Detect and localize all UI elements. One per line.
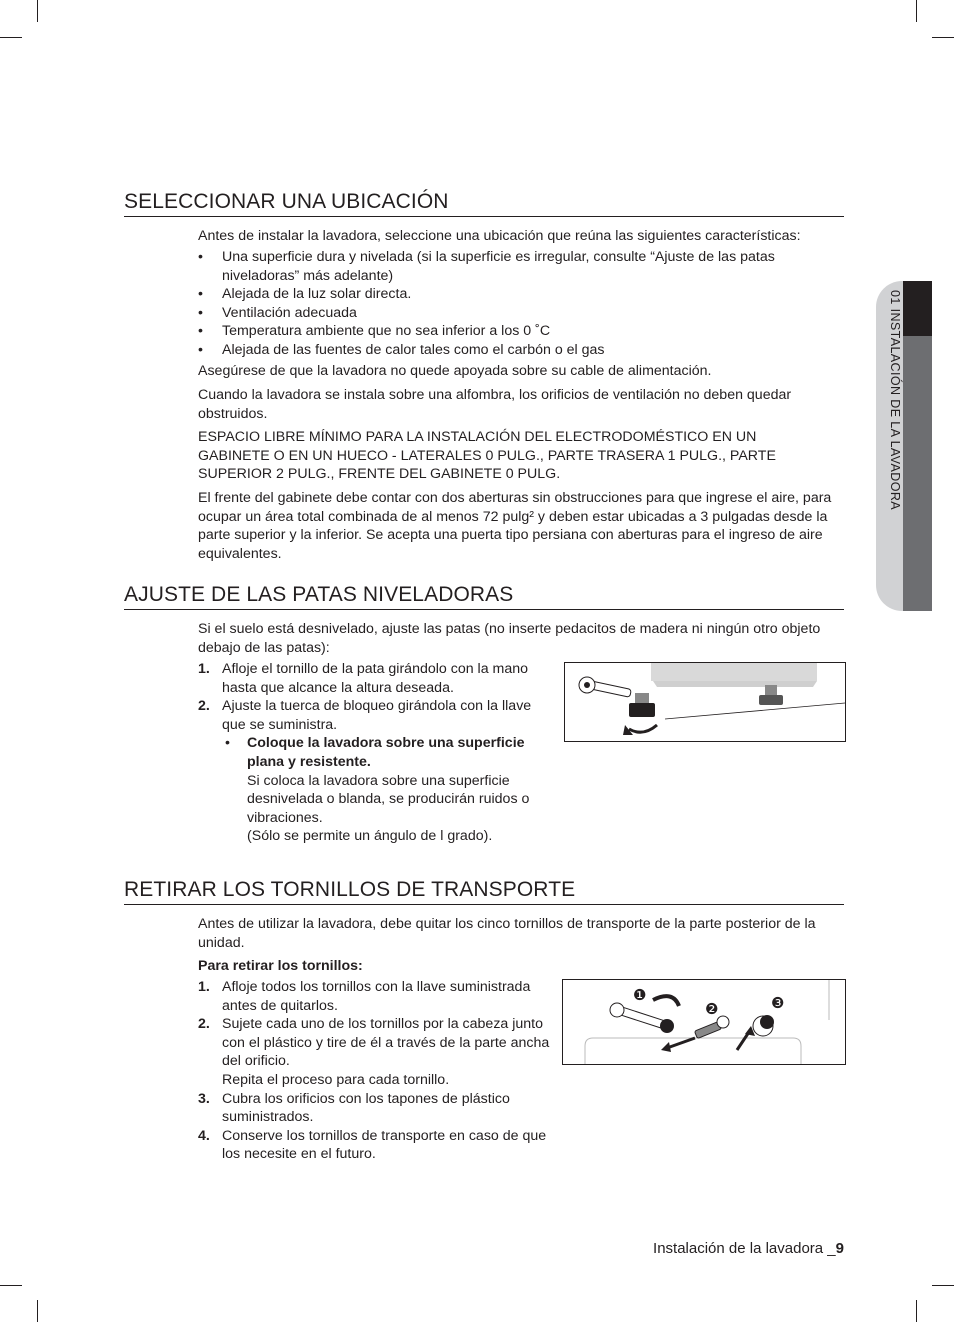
page-number: 9 [835, 1240, 844, 1257]
step-item: 3. Cubra los orificios con los tapones de plástico suministrados. [198, 1090, 510, 1126]
insert-arrow-icon [737, 1032, 749, 1050]
step-item: 1. Afloje el tornillo de la pata girándolo con la mano hasta que alcance la altura deseada. [198, 661, 529, 696]
power-cord-note: Asegúrese de que la lavadora no quede apoyada sobre su cable de alimentación. [198, 363, 712, 379]
carpet-note: Cuando la lavadora se instala sobre una alfombra, los orificios de ventilación no deben quedar obstruidos. [198, 387, 792, 422]
pull-arrow-icon [667, 1038, 695, 1048]
footer-text: Instalación de la lavadora _ [653, 1240, 836, 1257]
step-item: 1. Afloje todos los tornillos con la llave suministrada antes de quitarlos. [198, 979, 531, 1014]
marker-2: ❷ [705, 1000, 719, 1018]
leg-nut [629, 703, 655, 717]
section-title-transport-bolts: RETIRAR LOS TORNILLOS DE TRANSPORTE [124, 878, 844, 905]
clearance-note: ESPACIO LIBRE MÍNIMO PARA LA INSTALACIÓN DEL ELECTRODOMÉSTICO EN UN GABINETE O EN UN HUECO - LATERALES 0 PULG., PARTE TRASERA 1 PULG., PARTE SUPERIOR 2 PULG., FRENTE DEL GABINETE 0 PULG. [198, 429, 776, 483]
step-item: 2. Sujete cada uno de los tornillos por la cabeza junto con el plástico y tire de él a través de la parte ancha del orificio. Repita el proceso para cada tornillo. [198, 1015, 558, 1089]
chapter-tab-marker [903, 281, 932, 336]
rotate-arrow-icon [629, 725, 657, 732]
crop-mark [932, 1285, 954, 1286]
list-item: • Alejada de la luz solar directa. [198, 286, 412, 303]
leg-right [759, 695, 783, 705]
bolt-icon [694, 1016, 729, 1039]
leveling-intro: Si el suelo está desnivelado, ajuste las patas (no inserte pedacitos de madera ni ningún otro objeto debajo de las patas): [198, 621, 821, 656]
list-item: • Alejada de las fuentes de calor tales como el carbón o el gas [198, 341, 605, 358]
floor-line [665, 703, 845, 719]
transport-subhead: Para retirar los tornillos: [198, 958, 363, 974]
section-title-leveling: AJUSTE DE LAS PATAS NIVELADORAS [124, 583, 844, 610]
washer-base [651, 663, 817, 681]
list-item: • Una superficie dura y nivelada (si la superficie es irregular, consulte “Ajuste de las patas niveladoras” más adelante) [198, 249, 775, 284]
sub-note-angle: (Sólo se permite un ángulo de l grado). [247, 828, 493, 845]
location-requirements-list [198, 248, 838, 360]
step-item: 2. Ajuste la tuerca de bloqueo girándola con la llave que se suministra. • Coloque la lavadora sobre una superficie plana y resistente. Si coloca la lavadora sobre una superficie desnivelada o blanda, se producirán ruidos o vibraciones. (Sólo se permite un ángulo de l grado). [198, 697, 554, 846]
leveling-legs-illustration [564, 662, 846, 742]
marker-1: ❶ [633, 986, 647, 1004]
list-item: • Temperatura ambiente que no sea inferior a los 0 ˚C [198, 323, 551, 340]
list-item: • Ventilación adecuada [198, 304, 357, 321]
transport-bolts-illustration [562, 979, 846, 1065]
cabinet-note: El frente del gabinete debe contar con dos aberturas sin obstrucciones para que ingrese el aire, para ocupar un área total combinada de al menos 72 pulg² y deben estar ubicadas a 3 pulgadas desde la parte superior y la inferior. Se acepta una puerta tipo persiana con aberturas para el ingreso de aire equivalentes. [198, 490, 832, 562]
transport-steps [198, 978, 558, 1164]
section-title-location: SELECCIONAR UNA UBICACIÓN [124, 190, 844, 217]
leveling-steps [198, 660, 554, 846]
crop-mark [0, 37, 22, 38]
crop-mark [916, 1300, 917, 1322]
chapter-label: 01 INSTALACIÓN DE LA LAVADORA [888, 290, 902, 511]
chapter-tab-band [903, 336, 932, 611]
page-footer [653, 1240, 844, 1257]
crop-mark [37, 0, 38, 22]
crop-mark [932, 37, 954, 38]
transport-intro: Antes de utilizar la lavadora, debe quitar los cinco tornillos de transporte de la parte posterior de la unidad. [198, 916, 816, 951]
plastic-cap-icon [753, 1015, 774, 1036]
location-intro: Antes de instalar la lavadora, seleccione una ubicación que reúna las siguientes características: [198, 228, 801, 244]
step-repeat-note: Repita el proceso para cada tornillo. [222, 1071, 450, 1088]
crop-mark [0, 1285, 22, 1286]
crop-mark [916, 0, 917, 22]
wrench-icon [579, 677, 631, 697]
crop-mark [37, 1300, 38, 1322]
step-item: 4. Conserve los tornillos de transporte en caso de que los necesite en el futuro. [198, 1127, 547, 1163]
sub-note: • Coloque la lavadora sobre una superficie plana y resistente. Si coloca la lavadora sobre una superficie desnivelada o blanda, se producirán ruidos o vibraciones. (Sólo se permite un ángulo de l grado). [222, 734, 554, 846]
loosen-arrow-icon [653, 996, 679, 1006]
wrench-icon [610, 1003, 674, 1033]
sub-note-text: Si coloca la lavadora sobre una superficie desnivelada o blanda, se producirán ruidos o vibraciones. [247, 772, 530, 826]
sub-note-title: Coloque la lavadora sobre una superficie plana y resistente. [247, 735, 525, 770]
marker-3: ❸ [771, 994, 785, 1012]
